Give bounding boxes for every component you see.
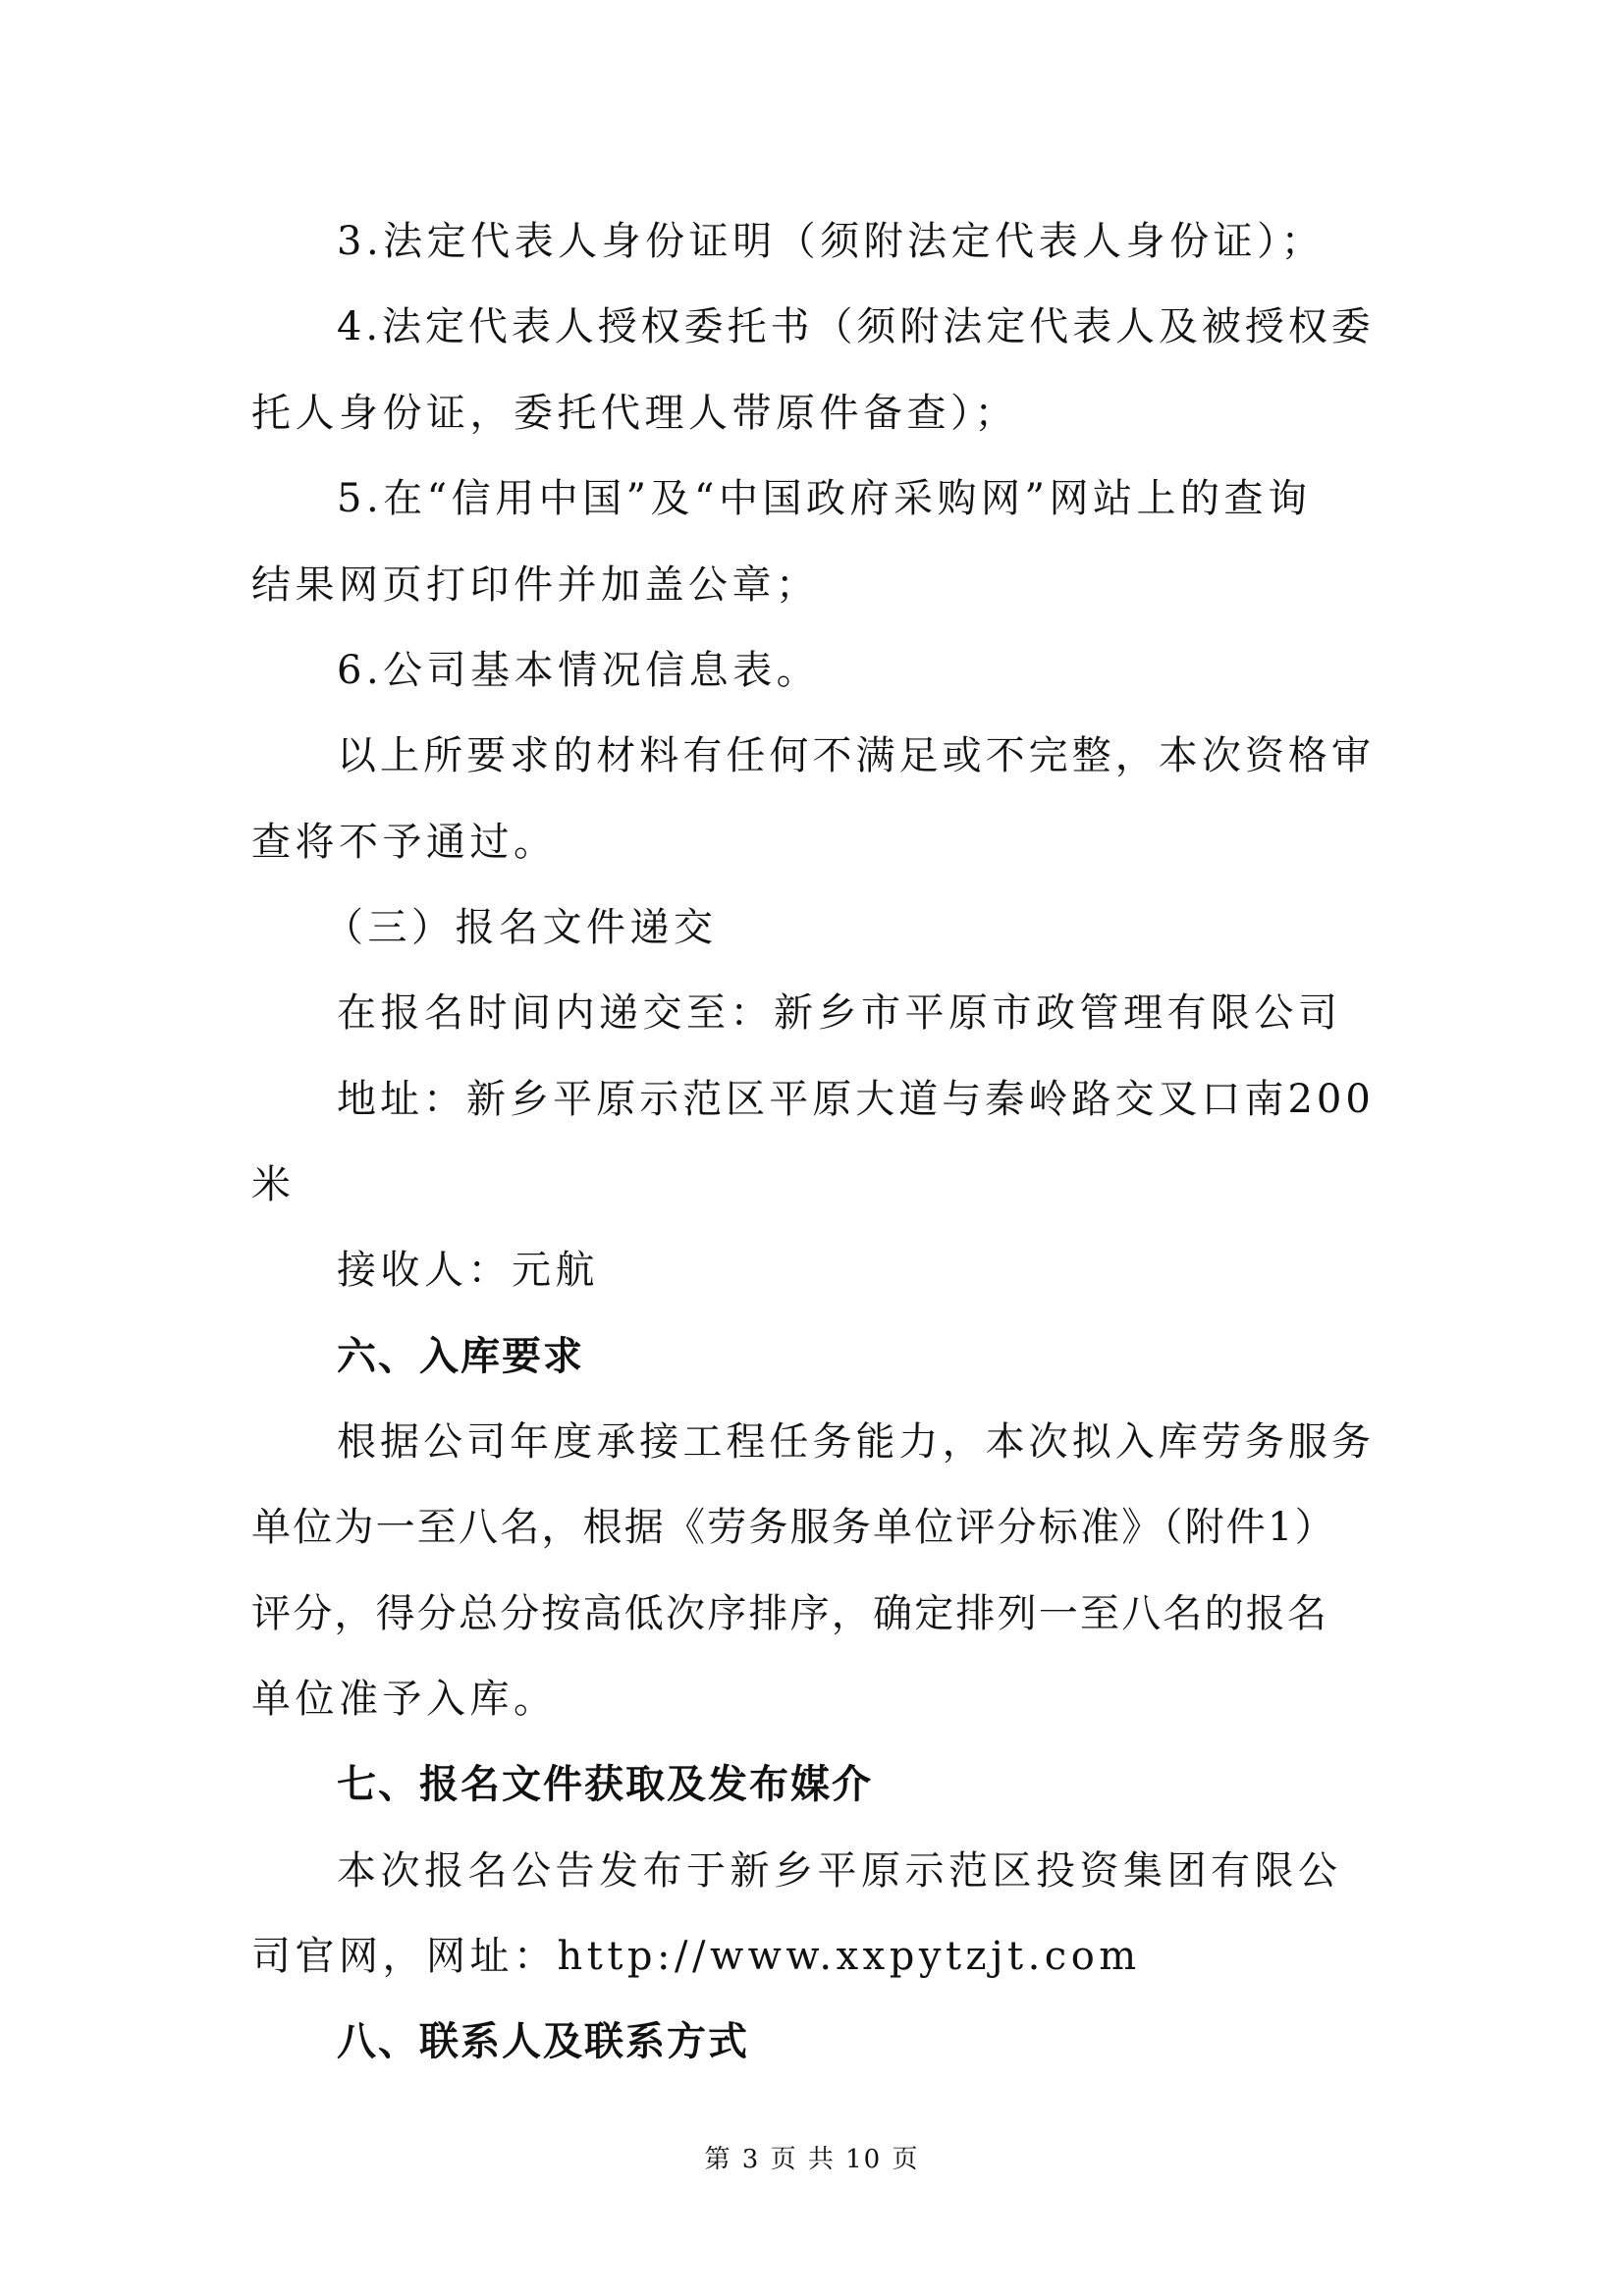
text-line-submit-to: 在报名时间内递交至：新乡市平原市政管理有限公司 xyxy=(337,990,1342,1036)
text-line-item-3: 3.法定代表人身份证明（须附法定代表人身份证）； xyxy=(337,219,1326,264)
text-line-item-4: 4.法定代表人授权委托书（须附法定代表人及被授权委 xyxy=(337,304,1375,349)
section-heading-contact: 八、联系人及联系方式 xyxy=(337,2019,749,2064)
text-line-address: 地址：新乡平原示范区平原大道与秦岭路交叉口南200 xyxy=(337,1077,1375,1122)
text-line-item-4-cont: 托人身份证，委托代理人带原件备查）； xyxy=(251,391,1018,436)
text-line-warehousing-2: 单位为一至八名，根据《劳务服务单位评分标准》（附件1） xyxy=(251,1505,1336,1550)
text-line-item-5: 5.在“信用中国”及“中国政府采购网”网站上的查询 xyxy=(337,476,1312,521)
section-heading-media: 七、报名文件获取及发布媒介 xyxy=(337,1762,873,1807)
section-heading-warehousing: 六、入库要求 xyxy=(337,1334,584,1379)
text-line-warehousing-1: 根据公司年度承接工程任务能力，本次拟入库劳务服务 xyxy=(337,1419,1375,1465)
text-line-warehousing-4: 单位准予入库。 xyxy=(251,1677,558,1722)
text-line-requirement-note: 以上所要求的材料有任何不满足或不完整，本次资格审 xyxy=(337,733,1375,778)
text-line-media-1: 本次报名公告发布于新乡平原示范区投资集团有限公 xyxy=(337,1848,1342,1894)
text-line-warehousing-3: 评分，得分总分按高低次序排序，确定排列一至八名的报名 xyxy=(251,1591,1329,1636)
subsection-title-submission: （三）报名文件递交 xyxy=(324,905,718,950)
page-number-footer: 第 3 页 共 10 页 xyxy=(704,2145,920,2174)
text-line-receiver: 接收人：元航 xyxy=(337,1248,599,1293)
text-line-item-5-cont: 结果网页打印件并加盖公章； xyxy=(251,562,820,608)
text-line-media-2: 司官网，网址：http://www.xxpytzjt.com xyxy=(251,1934,1141,1979)
text-line-item-6: 6.公司基本情况信息表。 xyxy=(337,648,821,693)
text-line-requirement-note-cont: 查将不予通过。 xyxy=(251,820,558,865)
text-line-address-cont: 米 xyxy=(251,1162,296,1207)
